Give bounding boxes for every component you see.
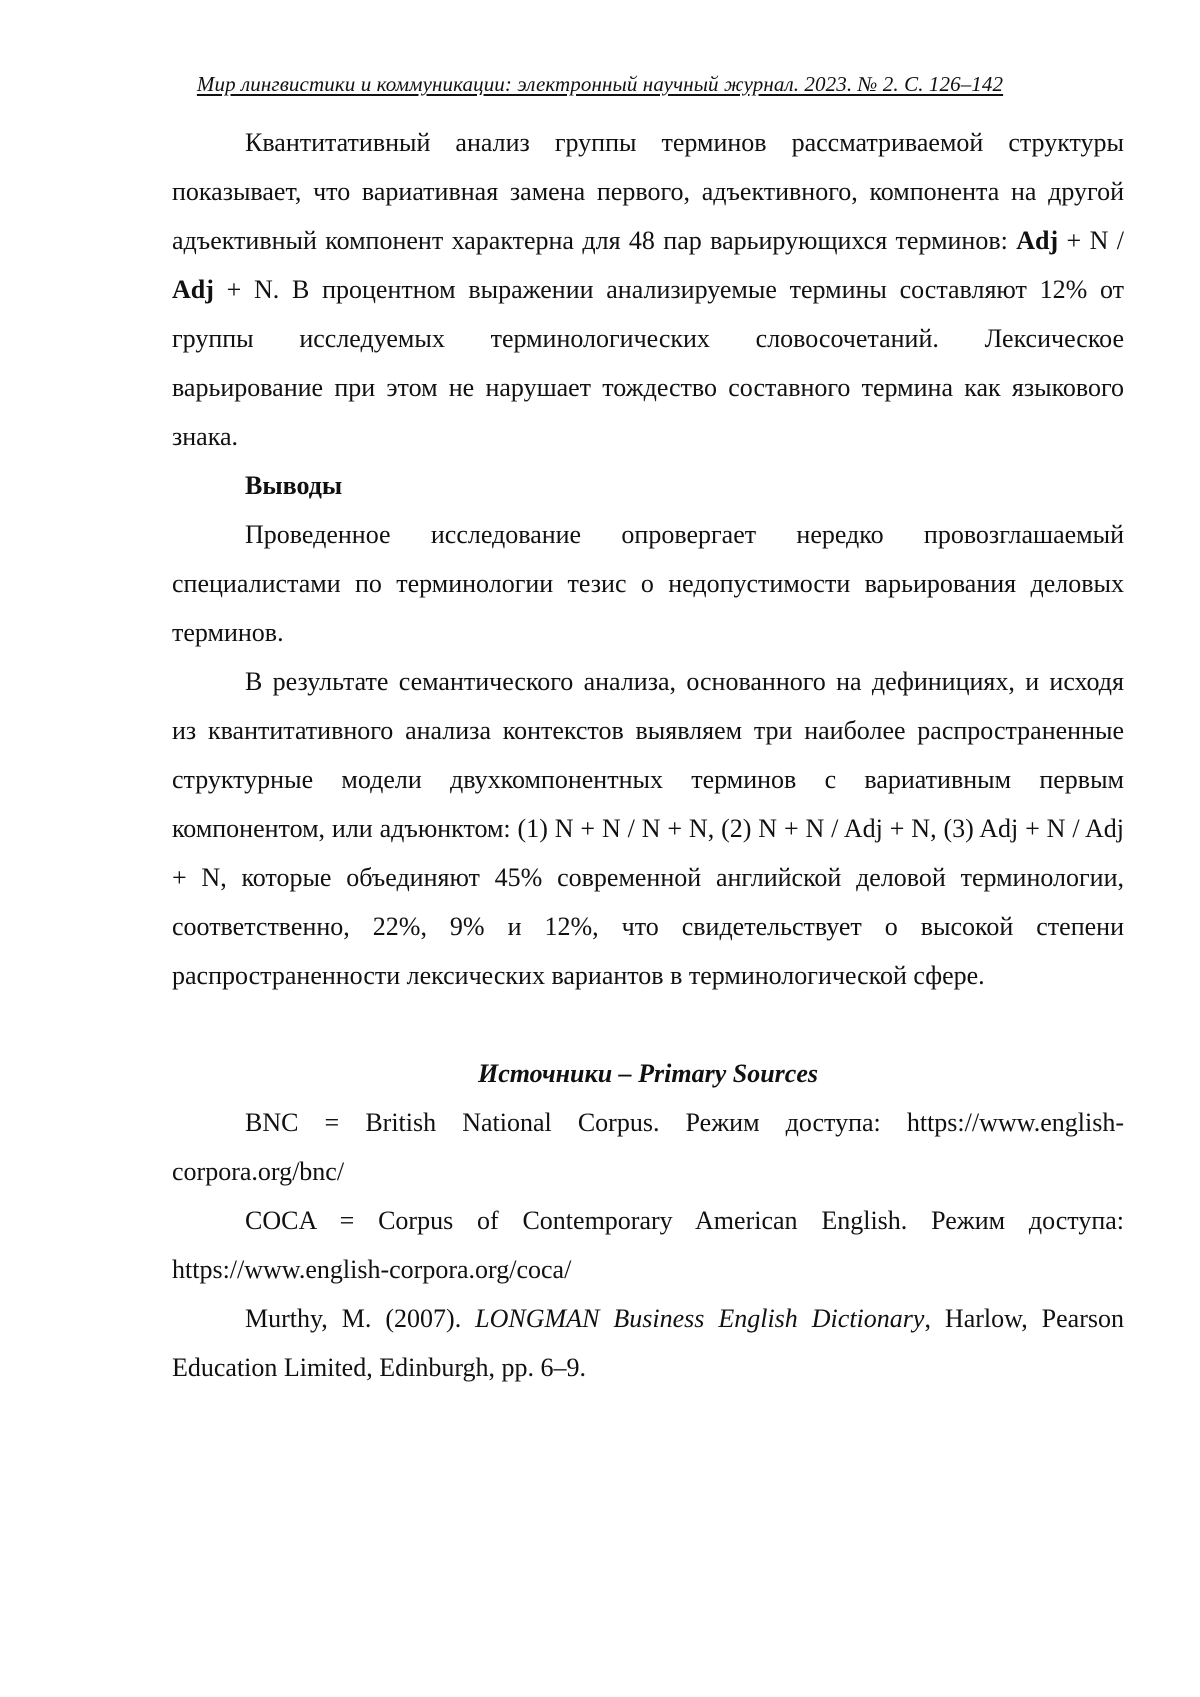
formula-mid: + N /: [1058, 226, 1124, 255]
source-item-coca: COCA = Corpus of Contemporary American English. Режим доступа: https://www.english-corpora.org/coca/: [172, 1206, 1124, 1284]
sources-title: Источники – Primary Sources: [478, 1059, 818, 1088]
paragraph-conclusion-models: В результате семантического анализа, основанного на дефинициях, и исходя из квантитативного анализа контекстов выявляем три наиболее распространенные структурные модели двухкомпонентных терминов с вариативным первым компонентом, или адъюнктом: (1) N + N / N + N, (2) N + N / Adj + N, (3) Adj + N / Adj + N, которые объединяют 45% современной английской деловой терминологии, соответственно, 22%, 9% и 12%, что свидетельствует о высокой степени распространенности лексических вариантов в терминологической сфере.: [172, 667, 1124, 990]
paragraph-lead: Квантитативный анализ группы терминов рассматриваемой структуры показывает, что вариативная замена первого, адъективного, компонента на другой адъективный компонент характерна для 48 пар варьирующихся терминов:: [172, 128, 1124, 255]
source-book-title: LONGMAN Business English Dictionary: [475, 1304, 925, 1333]
article-body: [172, 118, 1124, 1392]
formula-adj-first: Adj: [1016, 226, 1059, 255]
source-item-bnc: BNC = British National Corpus. Режим доступа: https://www.english-corpora.org/bnc/: [172, 1108, 1124, 1186]
paragraph-tail: + N. В процентном выражении анализируемые термины составляют 12% от группы исследуемых терминологических словосочетаний. Лексическое варьирование при этом не нарушает тождество составного термина как языкового знака.: [172, 275, 1124, 451]
source-publisher: , Harlow, Pearson Education Limited, Edinburgh, pp. 6–9.: [172, 1304, 1124, 1382]
source-author-year: Murthy, M. (2007).: [245, 1304, 476, 1333]
source-item-longman: [172, 1294, 1124, 1392]
conclusions-heading: Выводы: [245, 471, 343, 500]
paragraph-quantitative-analysis: [172, 118, 1124, 461]
paragraph-conclusion-thesis: Проведенное исследование опровергает нередко провозглашаемый специалистами по терминологии тезис о недопустимости варьирования деловых терминов.: [172, 520, 1124, 647]
formula-adj-second: Adj: [172, 275, 214, 304]
running-head: Мир лингвистики и коммуникации: электронный научный журнал. 2023. № 2. С. 126–142: [196, 72, 1004, 96]
